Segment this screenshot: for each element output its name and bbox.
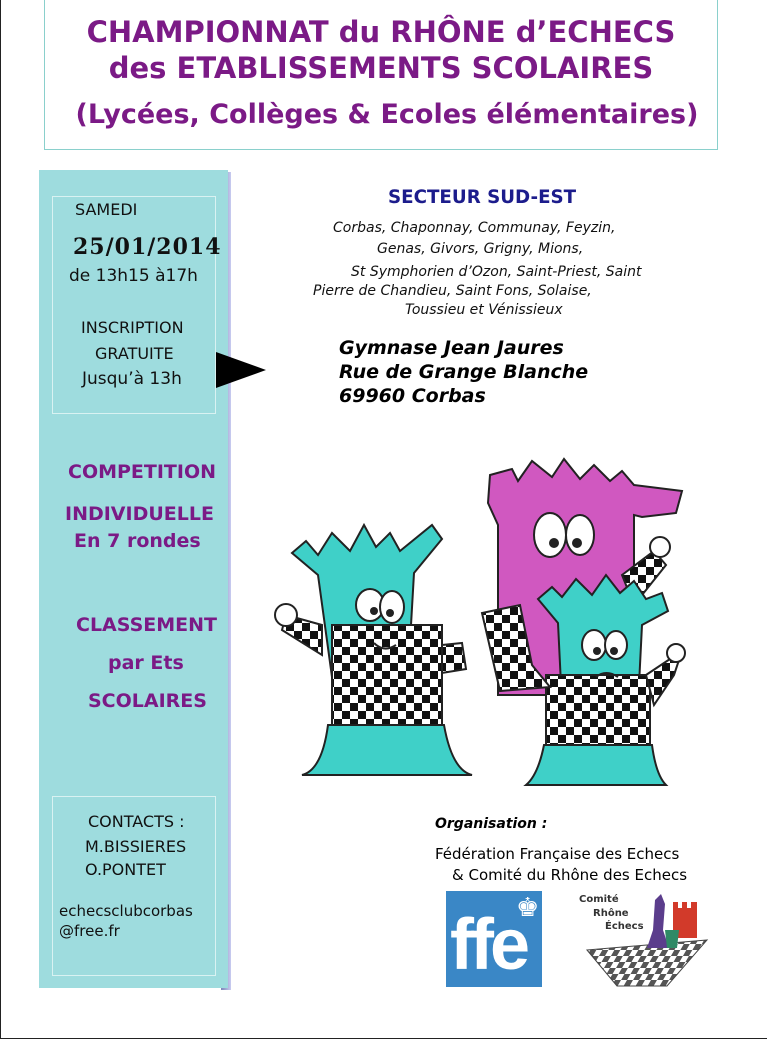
- classement-line-2: par Ets: [108, 652, 184, 674]
- title-line-2: des ETABLISSEMENTS SCOLAIRES: [108, 51, 654, 85]
- classement-line-3: SCOLAIRES: [88, 690, 207, 712]
- inscription-line-1: INSCRIPTION: [81, 318, 184, 337]
- towns-line-5: Toussieu et Vénissieux: [405, 302, 563, 318]
- teal-rook-left-icon: [275, 525, 472, 775]
- organisation-line-1: Fédération Française des Echecs: [435, 845, 680, 863]
- inscription-line-2: GRATUITE: [95, 344, 174, 363]
- ffe-logo: [446, 891, 542, 987]
- sector-title: SECTEUR SUD-EST: [388, 186, 577, 208]
- title-line-3: (Lycées, Collèges & Ecoles élémentaires): [75, 99, 699, 130]
- inscription-line-3: Jusqu’à 13h: [82, 369, 182, 389]
- crhe-logo-line-2: Rhône: [593, 908, 629, 919]
- king-icon: ♚: [516, 893, 540, 923]
- venue-line-3: 69960 Corbas: [339, 385, 486, 407]
- towns-line-2: Genas, Givors, Grigny, Mions,: [377, 241, 584, 257]
- organisation-line-2: & Comité du Rhône des Echecs: [452, 866, 688, 884]
- organisation-label: Organisation :: [435, 816, 548, 832]
- day-label: SAMEDI: [75, 200, 138, 219]
- contact-name-2: O.PONTET: [85, 860, 166, 879]
- towns-line-3: St Symphorien d’Ozon, Saint-Priest, Saint: [351, 264, 642, 280]
- comite-rhone-logo: [577, 890, 717, 990]
- towns-line-1: Corbas, Chaponnay, Communay, Feyzin,: [333, 220, 616, 236]
- competition-line-1: COMPETITION: [68, 461, 217, 483]
- ffe-logo-text: ffe: [450, 905, 526, 985]
- date-label: 25/01/2014: [73, 234, 222, 260]
- venue-line-2: Rue de Grange Blanche: [339, 361, 589, 383]
- arrow-icon: [216, 352, 266, 388]
- contact-name-1: M.BISSIERES: [85, 837, 187, 856]
- title-box: [44, 0, 718, 150]
- towns-line-4: Pierre de Chandieu, Saint Fons, Solaise,: [313, 283, 592, 299]
- classement-line-1: CLASSEMENT: [76, 614, 217, 636]
- competition-line-3: En 7 rondes: [74, 530, 201, 552]
- email-line-1[interactable]: echecsclubcorbas: [59, 902, 193, 920]
- crhe-emblem-icon: [577, 890, 717, 990]
- crhe-logo-line-1: Comité: [579, 894, 619, 905]
- crhe-logo-line-3: Échecs: [605, 921, 644, 932]
- competition-line-2: INDIVIDUELLE: [65, 503, 214, 525]
- venue-line-1: Gymnase Jean Jaures: [339, 337, 564, 359]
- email-line-2[interactable]: @free.fr: [59, 922, 120, 940]
- title-line-1: CHAMPIONNAT du RHÔNE d’ECHECS: [86, 15, 676, 49]
- rook-characters-illustration: [262, 455, 702, 795]
- contacts-label: CONTACTS :: [88, 812, 185, 831]
- time-label: de 13h15 à17h: [69, 266, 198, 286]
- sidebar: [39, 170, 228, 988]
- teal-rook-right-icon: [482, 575, 685, 785]
